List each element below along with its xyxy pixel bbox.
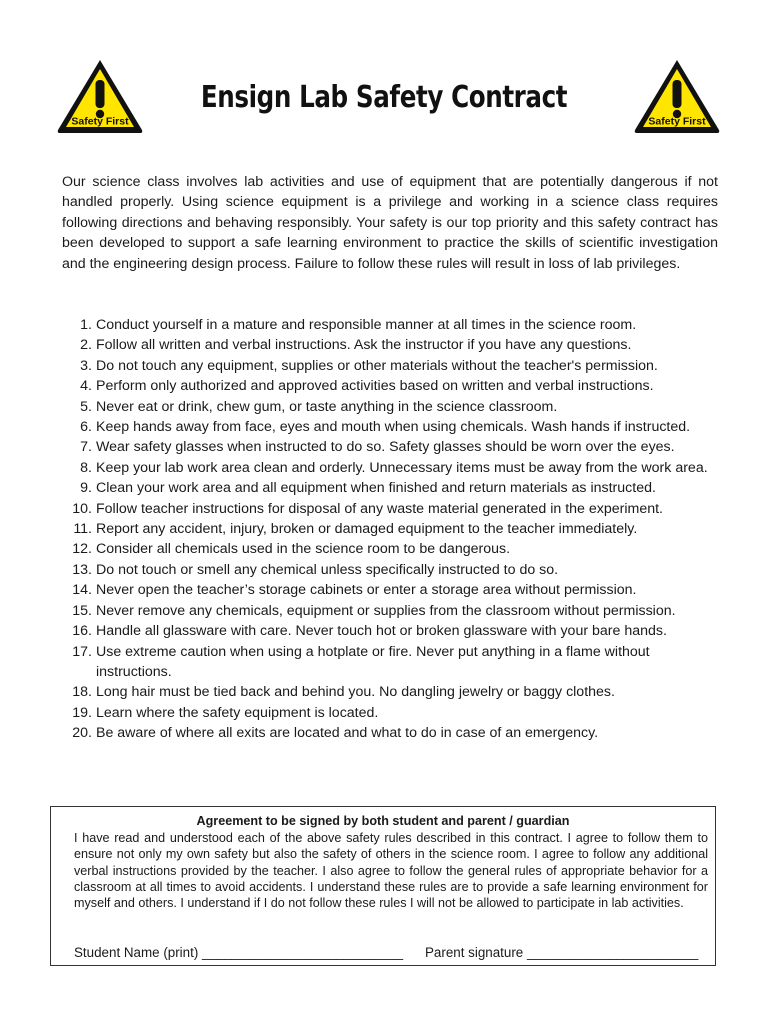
agreement-text: I have read and understood each of the above safety rules described in this contract. I agree to follow them to ensure not only my own safety but also the safety of others in the science room. I agree to follow any additional verbal instructions provided by the teacher. I also agree to follow the general rules of appropriate behavior for a classroom at all times to avoid accidents. I understand these rules are to provide a safe learning environment for myself and others. I understand if I do not follow these rules I will not be allowed to participate in lab activities. — [74, 831, 708, 911]
rule-item: 20. Be aware of where all exits are located and what to do in case of an emergency. — [72, 725, 599, 742]
student-name-field[interactable]: Student Name (print) ___________________________ — [74, 945, 404, 960]
rule-item: 15. Never remove any chemicals, equipment or supplies from the classroom without permission. — [72, 602, 676, 619]
rule-item: 1. Conduct yourself in a mature and responsible manner at all times in the science room. — [80, 317, 637, 333]
rule-item: 18. Long hair must be tied back and behind you. No dangling jewelry or baggy clothes. — [72, 684, 615, 701]
rule-item: 2. Follow all written and verbal instructions. Ask the instructor if you have any questions. — [80, 337, 632, 354]
rule-item: 12. Consider all chemicals used in the science room to be dangerous. — [72, 541, 511, 558]
rule-item: 8. Keep your lab work area clean and orderly. Unnecessary items must be away from the work area. — [80, 459, 708, 476]
agreement-title: Agreement to be signed by both student and parent / guardian — [196, 814, 570, 828]
rule-item: 14. Never open the teacher’s storage cabinets or enter a storage area without permission. — [72, 582, 637, 599]
badge-text: Safety First — [71, 115, 129, 128]
parent-signature-field[interactable]: Parent signature _______________________ — [425, 945, 699, 960]
warning-triangle-icon — [631, 56, 723, 136]
rule-item: 19. Learn where the safety equipment is located. — [72, 704, 379, 721]
rule-item: 3. Do not touch any equipment, supplies or other materials without the teacher's permission. — [80, 357, 658, 374]
rule-item: 11. Report any accident, injury, broken or damaged equipment to the teacher immediately. — [73, 521, 638, 538]
rule-item: 5. Never eat or drink, chew gum, or taste anything in the science classroom. — [80, 398, 558, 415]
rules-list — [62, 315, 722, 744]
agreement-box — [50, 806, 716, 966]
safety-first-badge-right — [631, 56, 723, 136]
rule-item: 7. Wear safety glasses when instructed to do so. Safety glasses should be worn over the eyes. — [80, 439, 675, 456]
badge-text: Safety First — [648, 115, 706, 128]
rule-item: 17. Use extreme caution when using a hotplate or fire. Never put anything in a flame without instructions. — [72, 643, 650, 680]
rule-item: 6. Keep hands away from face, eyes and mouth when using chemicals. Wash hands if instructed. — [80, 419, 691, 436]
rule-item: 4. Perform only authorized and approved activities based on written and verbal instructions. — [80, 378, 654, 395]
page-title: Ensign Lab Safety Contract — [200, 80, 568, 115]
rule-item: 9. Clean your work area and all equipment when finished and return materials as instructed. — [80, 480, 656, 497]
rule-item: 10. Follow teacher instructions for disposal of any waste material generated in the experiment. — [72, 500, 664, 517]
intro-paragraph: Our science class involves lab activities and use of equipment that are potentially dangerous if not handled properly. Using science equipment is a privilege and working in a science class requires following directions and behaving responsibly. Your safety is our top priority and this safety contract has been developed to support a safe learning environment to practice the skills of scientific investigation and the engineering design process. Failure to follow these rules will result in loss of lab privileges. — [62, 174, 718, 272]
rule-item: 16. Handle all glassware with care. Never touch hot or broken glassware with your bare hands. — [72, 623, 667, 640]
rule-item: 13. Do not touch or smell any chemical unless specifically instructed to do so. — [72, 561, 559, 578]
